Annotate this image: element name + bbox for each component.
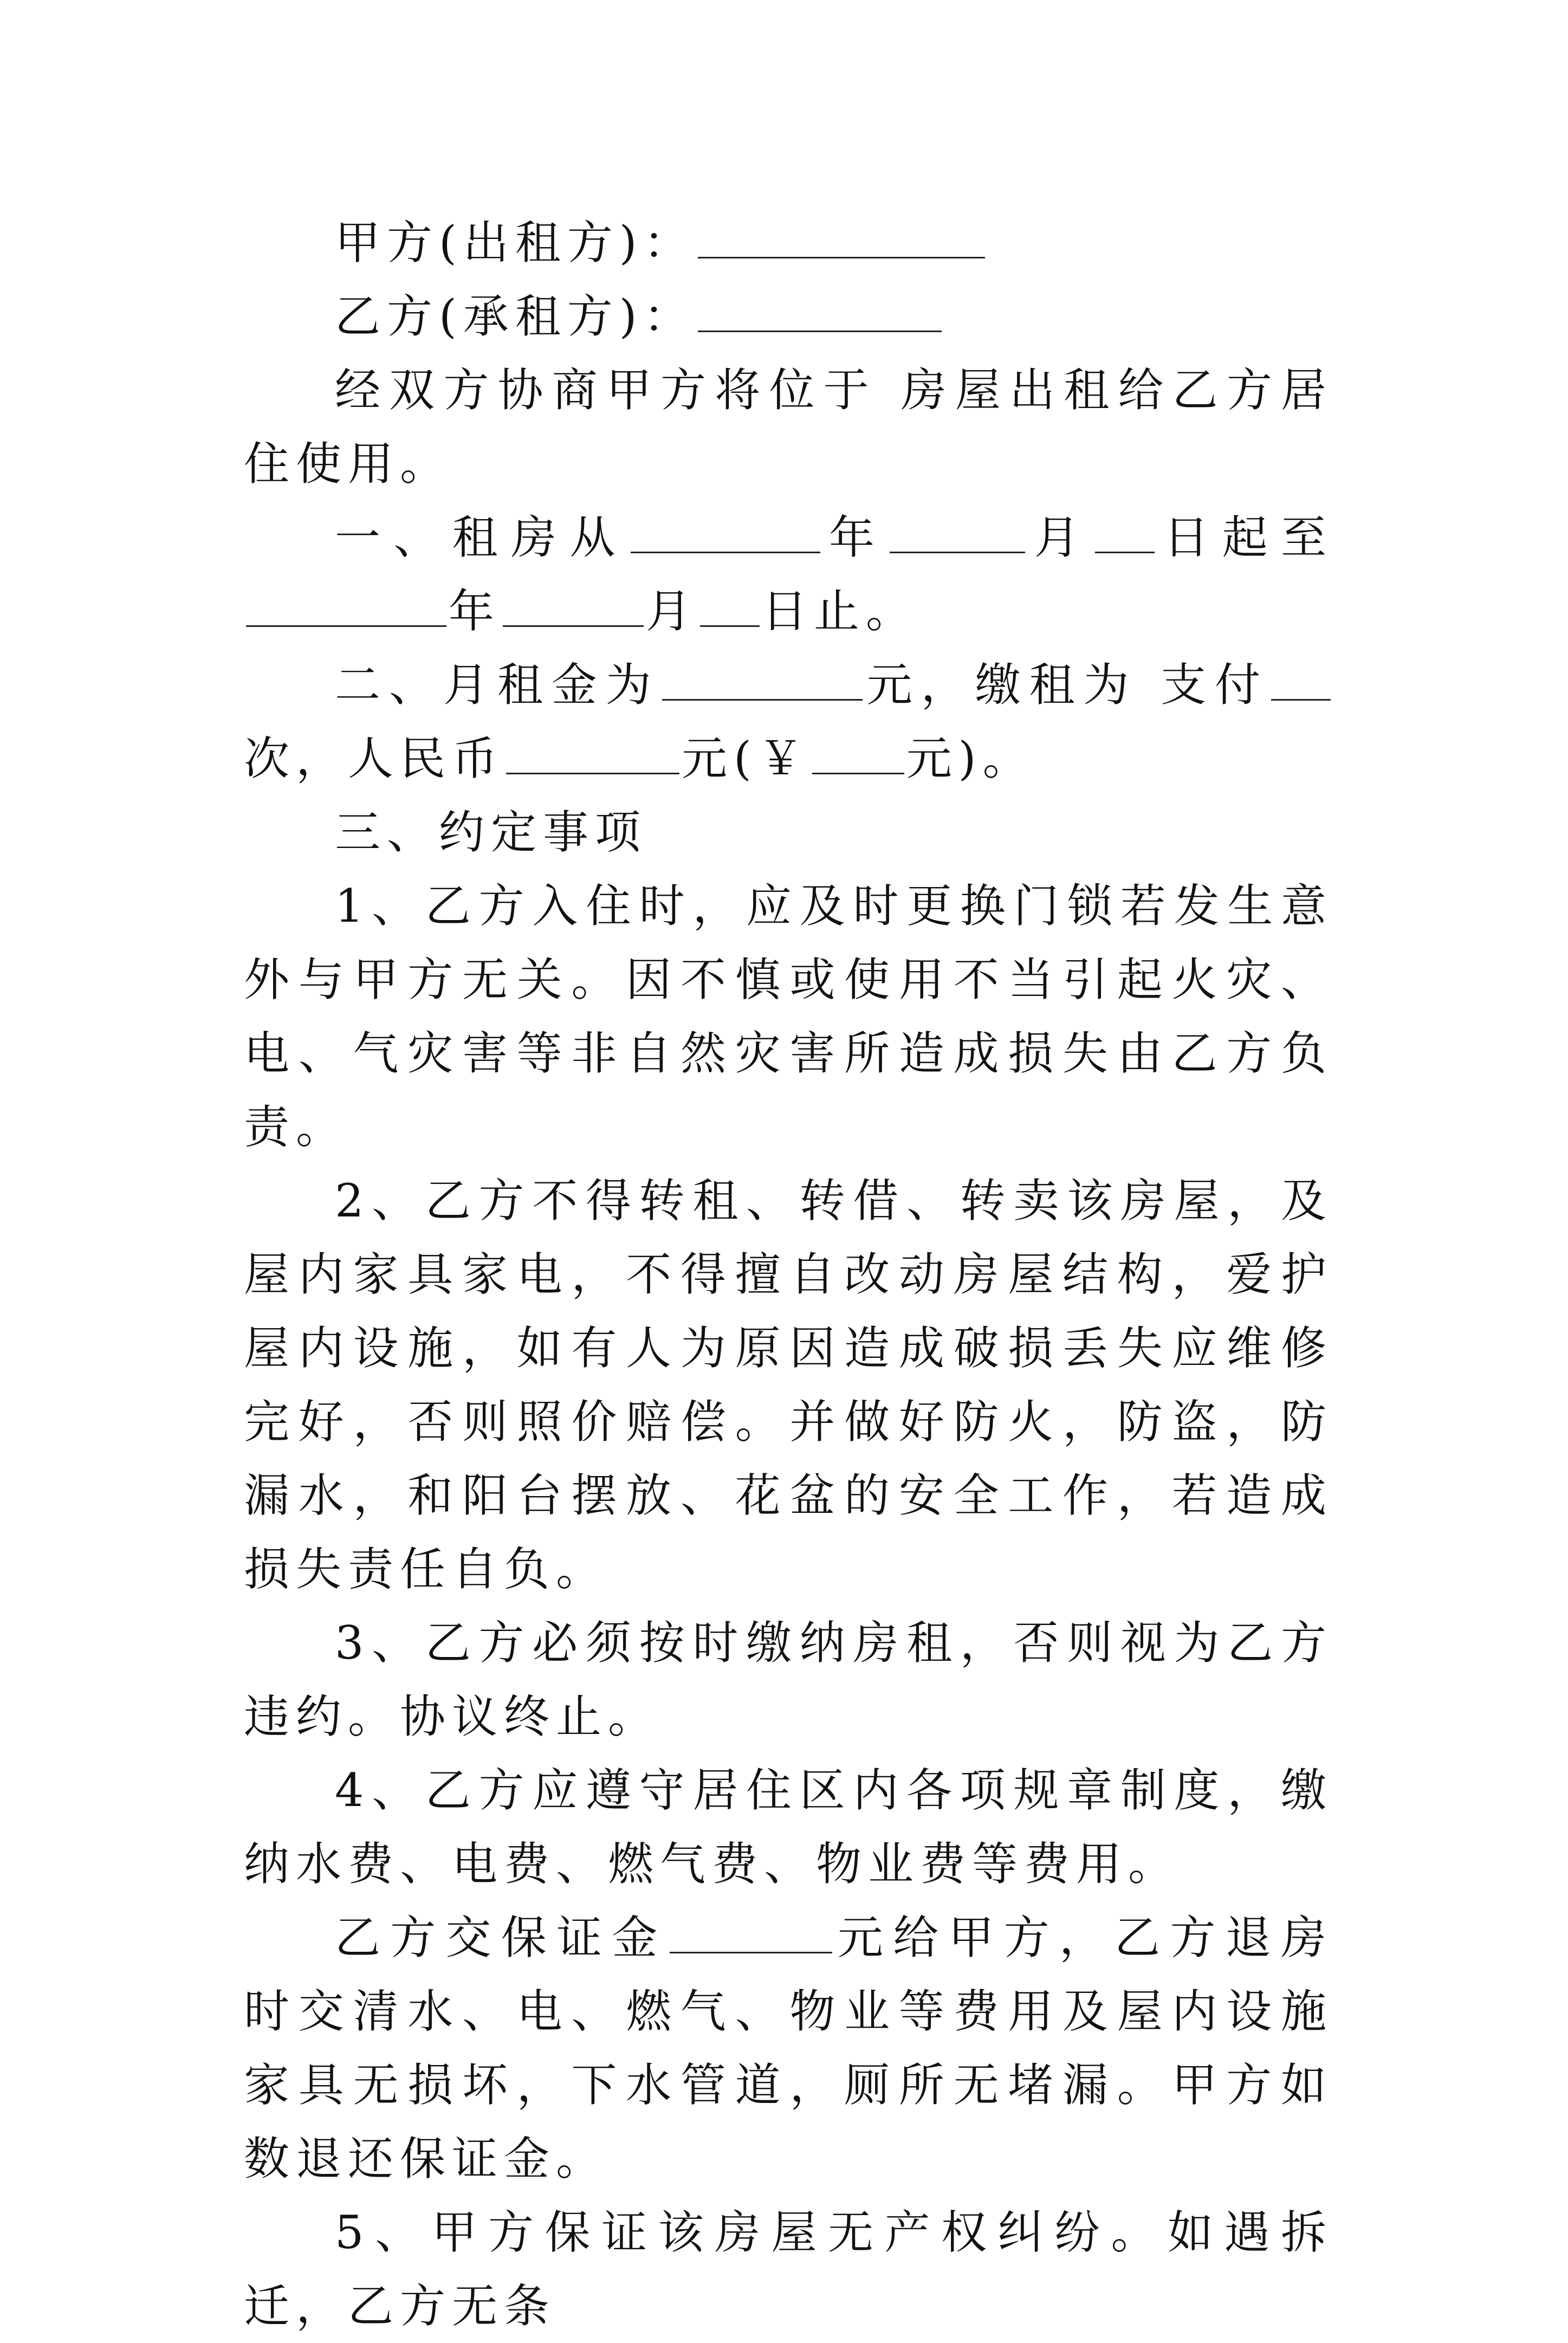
clause-3-title: 三、约定事项 — [335, 806, 647, 859]
item-5: 5、甲方保证该房屋无产权纠纷。如遇拆迁，乙方无条 — [244, 2206, 1333, 2333]
party-b-label: 乙方(承租方)： — [335, 290, 696, 343]
item-3: 3、乙方必须按时缴纳房租，否则视为乙方违约。协议终止。 — [244, 1616, 1333, 1743]
item-4: 4、乙方应遵守居住区内各项规章制度，缴纳水费、电费、燃气费、物业费等费用。 — [244, 1764, 1333, 1891]
end-year-label: 年 — [449, 585, 501, 638]
start-month-blank[interactable] — [890, 509, 1025, 553]
clause-1 — [244, 501, 1333, 648]
start-day-blank[interactable] — [1095, 509, 1155, 553]
yen-amount-blank[interactable] — [812, 730, 904, 774]
clause-2-unit: 元，缴租为 支付 — [864, 658, 1269, 711]
end-day-label: 日止。 — [762, 585, 918, 638]
end-month-blank[interactable] — [503, 583, 644, 627]
clause-2-times: 次，人民币 — [244, 732, 504, 785]
clause-2 — [244, 648, 1333, 795]
item-1: 1、乙方入住时，应及时更换门锁若发生意外与甲方无关。因不慎或使用不当引起火灾、电、气灾害等非自然灾害所造成损失由乙方负责。 — [244, 879, 1333, 1154]
contract-page — [244, 206, 1333, 2343]
start-month-label: 月 — [1027, 511, 1093, 564]
end-year-blank[interactable] — [246, 583, 446, 627]
deposit-prefix: 乙方交保证金 — [335, 1911, 668, 1964]
party-a-line — [244, 206, 1333, 280]
deposit-clause — [244, 1901, 1333, 2196]
party-b-line — [244, 280, 1333, 353]
start-day-label: 日起至 — [1157, 511, 1333, 564]
start-year-label: 年 — [822, 511, 888, 564]
monthly-rent-blank[interactable] — [662, 657, 863, 701]
rmb-amount-blank[interactable] — [506, 730, 679, 774]
clause-2-yuan-open: 元(￥ — [682, 732, 810, 785]
clause-2-yuan-close: 元)。 — [906, 732, 1035, 785]
start-year-blank[interactable] — [631, 509, 820, 553]
intro-text: 经双方协商甲方将位于 房屋出租给乙方居住使用。 — [244, 364, 1333, 490]
clause-1-prefix: 一、租房从 — [335, 511, 629, 564]
deposit-amount-blank[interactable] — [670, 1910, 832, 1953]
party-b-blank[interactable] — [698, 288, 942, 332]
clause-2-prefix: 二、月租金为 — [335, 658, 660, 711]
end-day-blank[interactable] — [700, 583, 760, 627]
party-a-label: 甲方(出租方)： — [335, 216, 696, 269]
item-2: 2、乙方不得转租、转借、转卖该房屋，及屋内家具家电，不得擅自改动房屋结构，爱护屋内设施，如有人为原因造成破损丢失应维修完好，否则照价赔偿。并做好防火，防盗，防漏水，和阳台摆放、花盆的安全工作，若造成损失责任自负。 — [244, 1174, 1333, 1596]
payment-times-blank[interactable] — [1271, 657, 1331, 701]
deposit-suffix: 元给甲方，乙方退房时交清水、电、燃气、物业等费用及屋内设施家具无损坏，下水管道，厕所无堵漏。甲方如数退还保证金。 — [244, 1911, 1333, 2185]
party-a-blank[interactable] — [698, 215, 985, 258]
end-month-label: 月 — [646, 585, 698, 638]
